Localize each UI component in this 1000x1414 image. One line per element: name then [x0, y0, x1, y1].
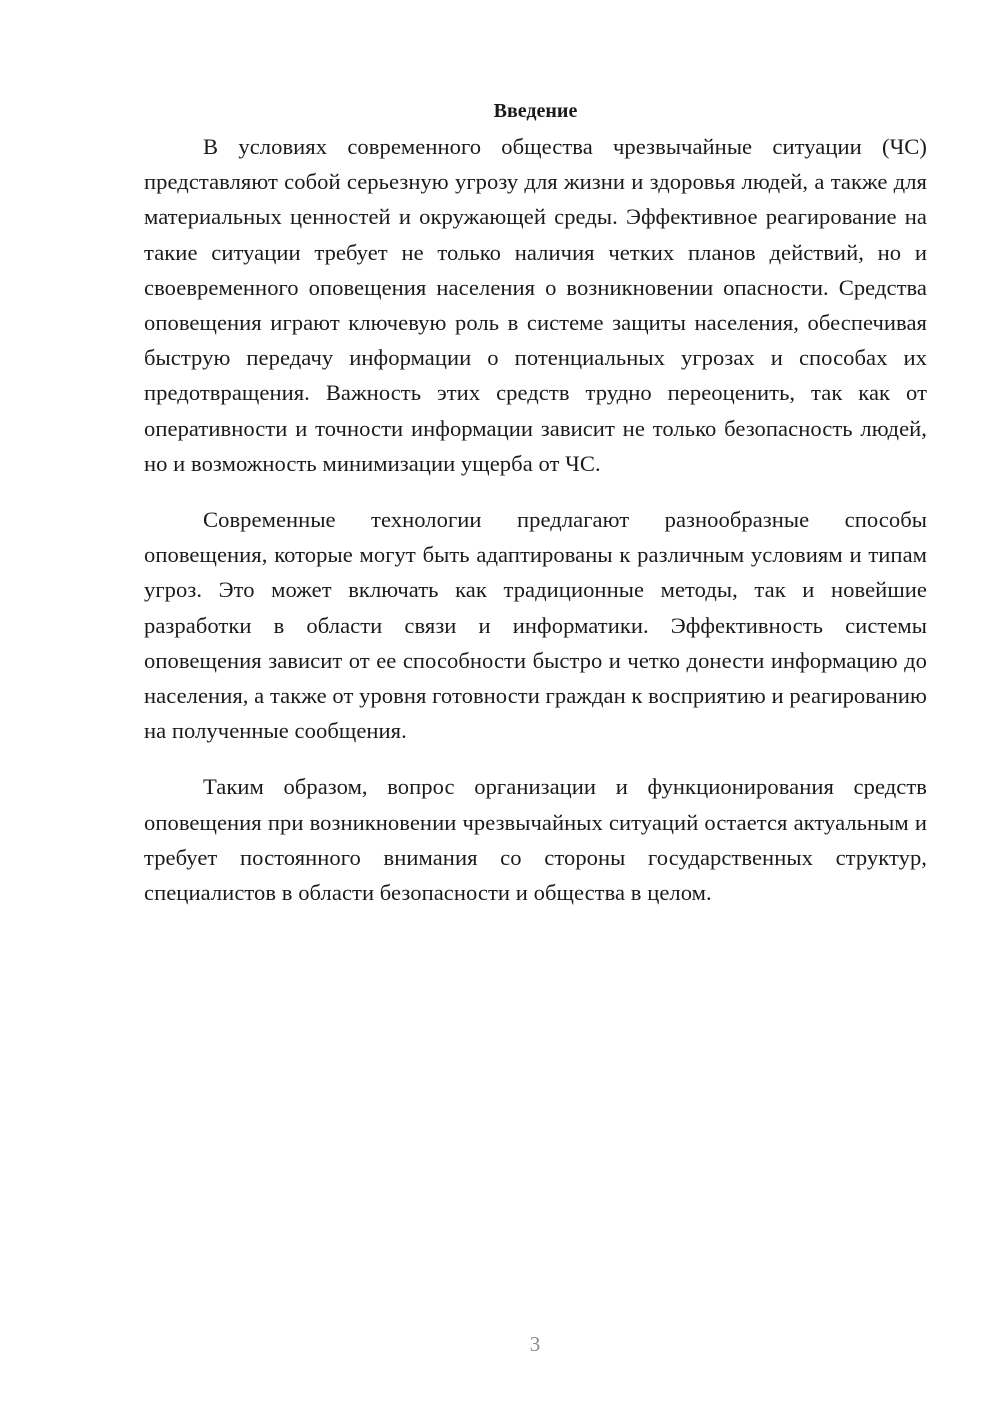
paragraph-3: Таким образом, вопрос организации и функционирования средств оповещения при возникновении чрезвычайных ситуаций остается актуальным и требует постоянного внимания со стороны государственных структур, специалистов в области безопасности и общества в целом.	[144, 774, 927, 906]
section-title: Введение	[493, 100, 578, 122]
page-content	[144, 96, 927, 931]
page-number: 3	[529, 1332, 541, 1356]
paragraph-1: В условиях современного общества чрезвычайные ситуации (ЧС) представляют собой серьезную угрозу для жизни и здоровья людей, а также для материальных ценностей и окружающей среды. Эффективное реагирование на такие ситуации требует не только наличия четких планов действий, но и своевременного оповещения населения о возникновении опасности. Средства оповещения играют ключевую роль в системе защиты населения, обеспечивая быструю передачу информации о потенциальных угрозах и способах их предотвращения. Важность этих средств трудно переоценить, так как от оперативности и точности информации зависит не только безопасность людей, но и возможность минимизации ущерба от ЧС.	[144, 134, 927, 476]
paragraph-2: Современные технологии предлагают разнообразные способы оповещения, которые могут быть адаптированы к различным условиям и типам угроз. Это может включать как традиционные методы, так и новейшие разработки в области связи и информатики. Эффективность системы оповещения зависит от ее способности быстро и четко донести информацию до населения, а также от уровня готовности граждан к восприятию и реагированию на полученные сообщения.	[144, 507, 927, 744]
